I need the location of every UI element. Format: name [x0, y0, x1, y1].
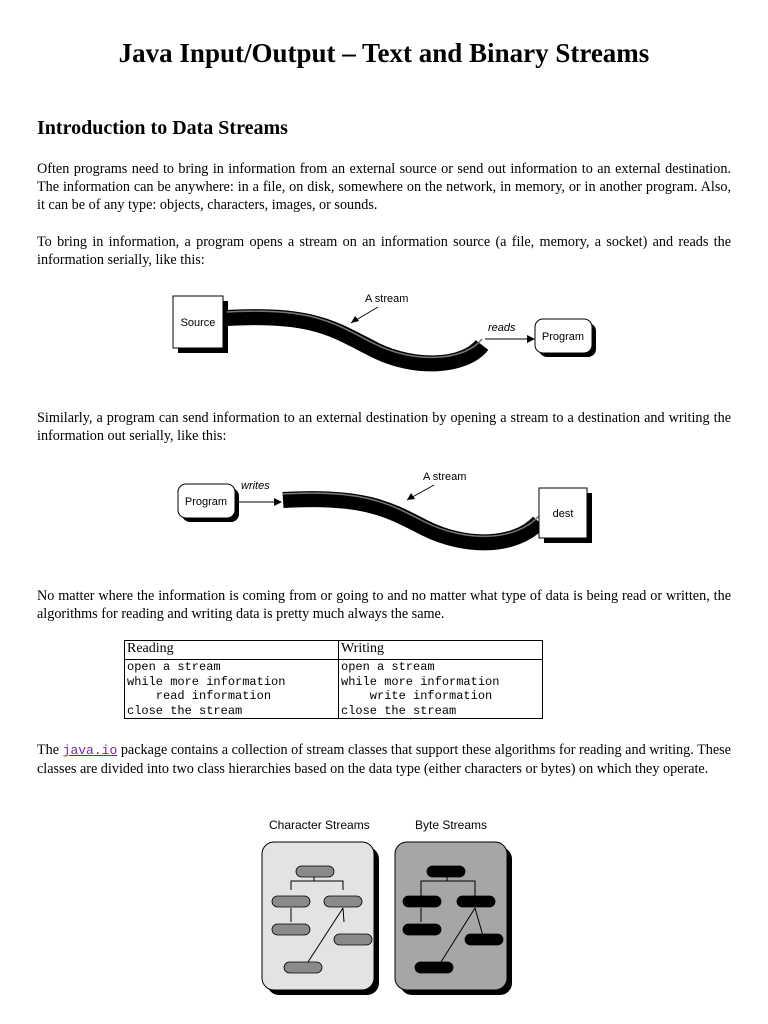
writes-label: writes: [241, 480, 270, 492]
reading-code: open a stream while more information read information close the stream: [125, 660, 339, 719]
read-write-algorithm-table: [124, 640, 543, 719]
stream-label-arrowhead: [351, 316, 359, 323]
intro-paragraph-4: No matter where the information is coming from or going to and no matter what type of data is being read or written, the algorithms for reading and writing data is pretty much always the same.: [37, 588, 731, 622]
para5-text-before: The: [37, 742, 63, 758]
table-row: [125, 660, 543, 719]
reading-header: Reading: [125, 641, 339, 660]
dest-label: dest: [552, 508, 574, 520]
page-title: Java Input/Output – Text and Binary Streams: [118, 38, 650, 68]
program-label: Program: [184, 496, 228, 508]
character-streams-hierarchy: [258, 838, 383, 998]
table-header-row: [125, 641, 543, 660]
writing-header: Writing: [339, 641, 543, 660]
stream-label: A stream: [423, 471, 467, 483]
byte-streams-label: Byte Streams: [415, 818, 488, 832]
intro-paragraph-1: Often programs need to bring in information from an external source or send out information to an external destination. The information can be anywhere: in a file, on disk, somewhere on the network, in memory, or in another program. Also, it can be of any type: objects, characters, images, or sounds.: [37, 161, 731, 213]
writes-arrowhead: [274, 498, 282, 506]
reads-label: reads: [488, 322, 516, 334]
writing-code: open a stream while more information write information close the stream: [339, 660, 543, 719]
read-stream-diagram: [165, 285, 605, 385]
para5-text-after: package contains a collection of stream classes that support these algorithms for reading and writing. These classes are divided into two class hierarchies based on the data type (either characters or bytes) on which they operate.: [37, 742, 731, 777]
section-heading: Introduction to Data Streams: [37, 117, 288, 139]
byte-streams-hierarchy: [391, 838, 516, 998]
java-io-link[interactable]: java.io: [62, 743, 118, 758]
character-streams-label: Character Streams: [269, 818, 370, 832]
write-stream-diagram: [165, 462, 605, 552]
intro-paragraph-2: To bring in information, a program opens a stream on an information source (a file, memory, a socket) and reads the information serially, like this:: [37, 234, 731, 268]
source-label: Source: [180, 317, 216, 329]
intro-paragraph-5: [37, 741, 731, 778]
stream-label: A stream: [365, 293, 409, 305]
program-label: Program: [541, 331, 585, 343]
intro-paragraph-3: Similarly, a program can send information to an external destination by opening a stream to a destination and writing the information out serially, like this:: [37, 410, 731, 444]
reads-arrowhead: [527, 335, 535, 343]
